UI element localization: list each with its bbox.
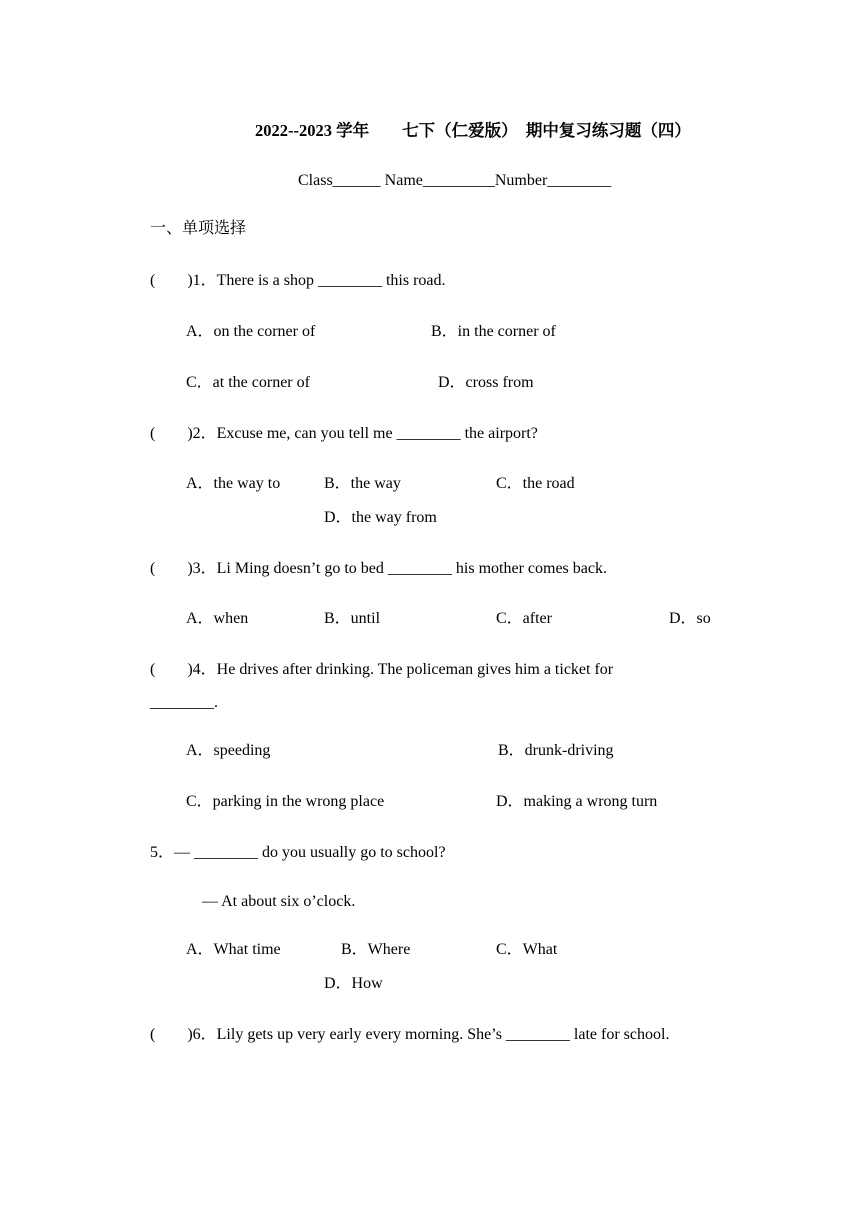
question-4-option-d: D．making a wrong turn: [496, 793, 658, 810]
question-2-option-d: D．the way from: [324, 509, 437, 526]
question-3-stem: ( )3．Li Ming doesn’t go to bed ________ his mother comes back.: [150, 560, 607, 577]
question-2-stem: ( )2．Excuse me, can you tell me ________ the airport?: [150, 425, 538, 442]
question-4-stem: ( )4．He drives after drinking. The policeman gives him a ticket for: [150, 661, 614, 678]
student-info-line: Class______ Name_________Number________: [298, 172, 612, 189]
question-3-option-b: B．until: [324, 610, 381, 627]
question-4-option-a: A．speeding: [186, 742, 271, 759]
question-5-option-c: C．What: [496, 941, 558, 958]
question-3-option-c: C．after: [496, 610, 552, 627]
question-1-option-b: B．in the corner of: [431, 323, 556, 340]
question-4-option-b: B．drunk-driving: [498, 742, 614, 759]
question-5-stem: 5．— ________ do you usually go to school?: [150, 844, 446, 861]
question-1-option-d: D．cross from: [438, 374, 534, 391]
question-1-option-c: C．at the corner of: [186, 374, 310, 391]
question-5-option-d: D．How: [324, 975, 383, 992]
question-6-stem: ( )6．Lily gets up very early every morning. She’s ________ late for school.: [150, 1026, 670, 1043]
question-4-option-c: C．parking in the wrong place: [186, 793, 385, 810]
question-1-stem: ( )1．There is a shop ________ this road.: [150, 272, 446, 289]
question-2-option-b: B．the way: [324, 475, 401, 492]
question-3-option-a: A．when: [186, 610, 249, 627]
worksheet-title: 2022--2023 学年 七下（仁爱版） 期中复习练习题（四）: [255, 121, 691, 140]
question-3-option-d: D．so: [669, 610, 711, 627]
question-5-option-b: B．Where: [341, 941, 411, 958]
question-2-option-a: A．the way to: [186, 475, 281, 492]
question-5-option-a: A．What time: [186, 941, 281, 958]
section-heading: 一、单项选择: [150, 220, 247, 237]
question-4-stem-continuation: ________.: [150, 694, 218, 711]
question-5-answer-line: — At about six o’clock.: [202, 893, 356, 910]
question-1-option-a: A．on the corner of: [186, 323, 316, 340]
question-2-option-c: C．the road: [496, 475, 575, 492]
